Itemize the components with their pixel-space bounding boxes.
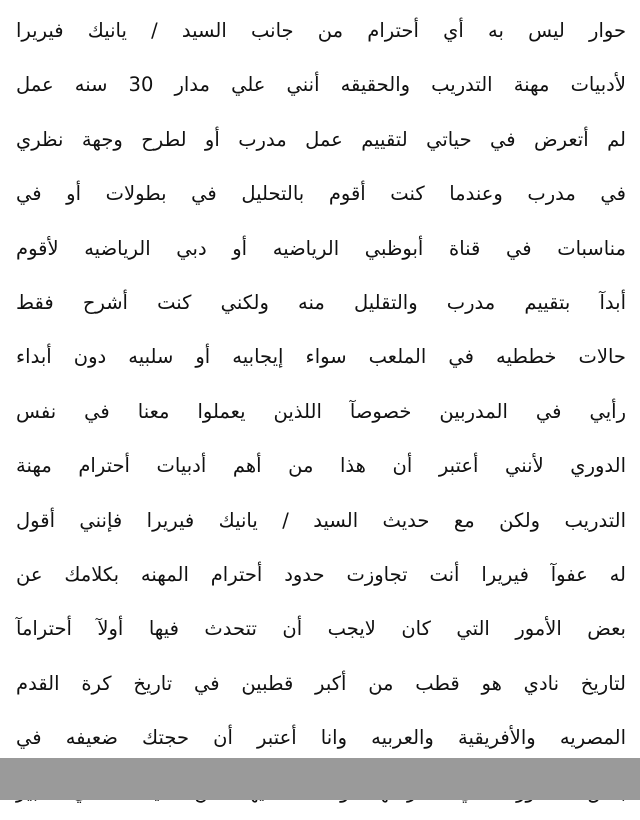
text-line: حوار ليس به أي أحترام من جانب السيد / يانيك فيريرا [16, 19, 626, 42]
text-line: له عفوآ فيريرا أنت تجاوزت حدود أحترام المهنه بكلامك عن [16, 562, 626, 586]
text-line: رأيي في المدربين خصوصآ اللذين يعملوا معنا في نفس [16, 399, 626, 423]
text-line: أبدآ بتقييم مدرب والتقليل منه ولكني كنت أشرح فقط [16, 290, 626, 314]
footer-band [0, 758, 640, 800]
text-line: لأدبيات مهنة التدريب والحقيقه أنني علي مدار 30 سنه عمل [16, 73, 626, 97]
article-text [16, 4, 626, 820]
text-line: لم أتعرض في حياتي لتقييم عمل مدرب أو لطرح وجهة نظري [16, 127, 626, 151]
text-line: الدوري لأنني أعتبر أن هذا من أهم أدبيات أحترام مهنة [16, 454, 626, 478]
text-line: المصريه والأفريقية والعربيه وانا أعتبر أن حجتك ضعيفه في [16, 726, 626, 750]
text-line: لتاريخ نادي هو قطب من أكبر قطبين في تاريخ كرة القدم [16, 671, 626, 695]
text-line: بعض الأمور التي كان لايجب أن تتحدث فيها أولآ أحترامآ [16, 617, 626, 641]
text-line: التدريب ولكن مع حديث السيد / يانيك فيريرا فإنني أقول [16, 508, 626, 532]
text-line: في مدرب وعندما كنت أقوم بالتحليل في بطولات أو في [16, 182, 626, 206]
text-line: حالات خططيه في الملعب سواء إيجابيه أو سلبيه دون أبداء [16, 345, 626, 369]
text-line: مناسبات في قناة أبوظبي الرياضيه أو دبي الرياضيه لأقوم [16, 236, 626, 260]
